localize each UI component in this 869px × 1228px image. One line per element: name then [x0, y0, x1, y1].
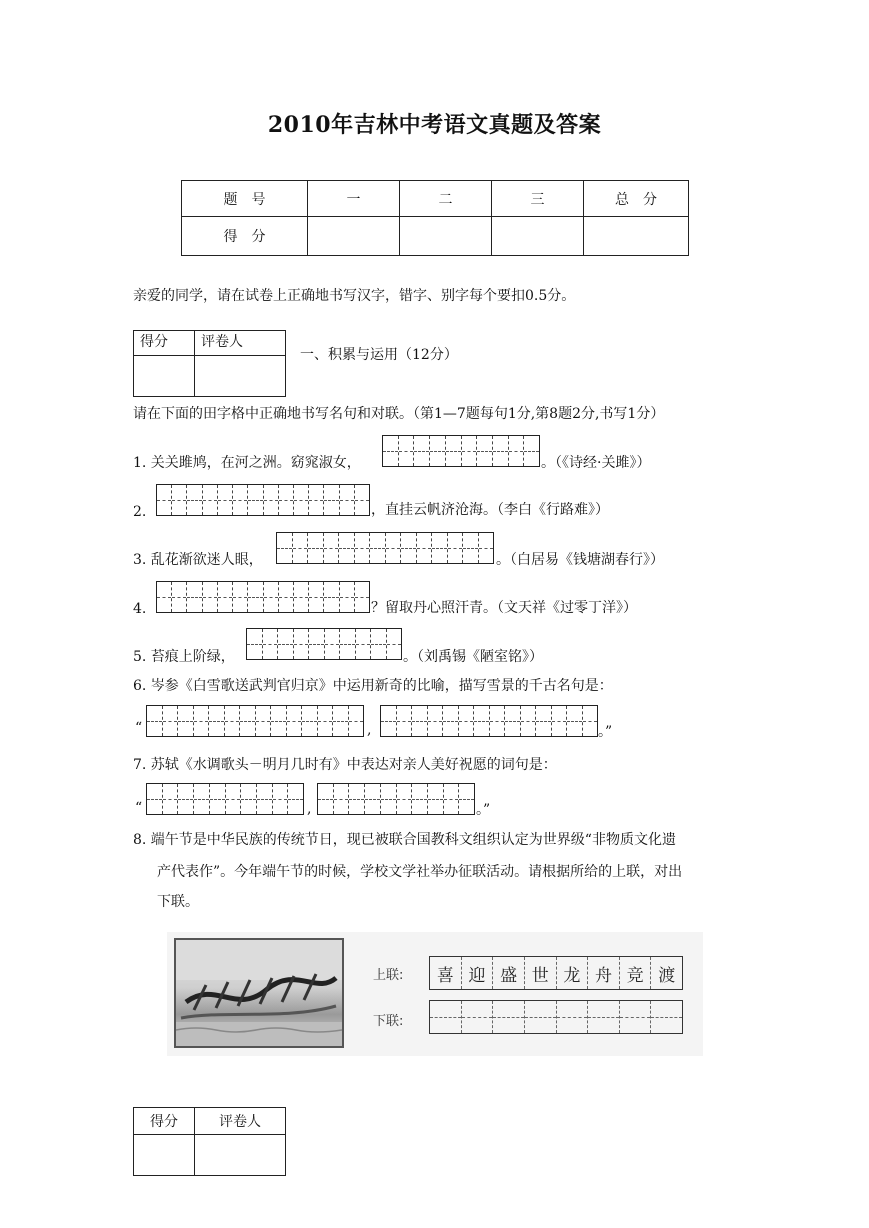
question-5-source: 。（刘禹锡《陋室铭》） — [403, 649, 543, 665]
instruction-text: 请在下面的田字格中正确地书写名句和对联。（第1—7题每句1分,第8题2分,书写1分） — [133, 406, 665, 422]
question-3-source: 。（白居易《钱塘湖春行》） — [496, 552, 664, 568]
score-table — [181, 180, 689, 256]
upper-couplet-label: 上联: — [373, 968, 404, 983]
couplet-char: 舟 — [587, 957, 619, 989]
grader-name-cell[interactable] — [195, 356, 286, 397]
couplet-char: 竞 — [619, 957, 651, 989]
couplet-char: 喜 — [436, 965, 454, 986]
open-quote: “ — [135, 800, 143, 816]
couplet-char: 世 — [524, 957, 556, 989]
grader-table-2 — [133, 1107, 286, 1176]
grader-score-label: 得分 — [134, 331, 195, 356]
answer-grid-q6-a[interactable] — [146, 705, 364, 737]
lower-couplet-label: 下联: — [373, 1014, 404, 1029]
question-7-prompt: 7. 苏轼《水调歌头－明月几时有》中表达对亲人美好祝愿的词句是： — [133, 757, 557, 773]
grader-name-label: 评卷人 — [195, 1108, 286, 1135]
answer-grid-q6-b[interactable] — [380, 705, 598, 737]
score-cell: 一 — [308, 181, 400, 217]
grader-score-cell[interactable] — [134, 1135, 195, 1176]
comma: , — [367, 722, 372, 738]
question-3-prompt: 3. 乱花渐欲迷人眼， — [133, 552, 263, 568]
dragon-boat-photo — [174, 938, 344, 1048]
question-1-source: 。（《诗经·关雎》） — [541, 455, 651, 471]
page-title: 2010年吉林中考语文真题及答案 — [267, 112, 602, 138]
score-table-score-row — [182, 217, 689, 256]
answer-grid-q3[interactable] — [276, 532, 494, 564]
question-5-prompt: 5. 苔痕上阶绿， — [133, 649, 235, 665]
couplet-char: 盛 — [492, 957, 524, 989]
grader-score-label: 得分 — [134, 1108, 195, 1135]
question-8-line3: 下联。 — [157, 894, 199, 910]
score-cell: 总 分 — [584, 181, 689, 217]
question-8-line1: 8. 端午节是中华民族的传统节日，现已被联合国教科文组织认定为世界级“非物质文化遗 — [133, 832, 676, 848]
score-input-cell[interactable] — [584, 217, 689, 256]
question-2-source: ，直挂云帆济沧海。（李白《行路难》） — [371, 502, 609, 518]
open-quote: “ — [135, 720, 143, 736]
question-4-number: 4. — [133, 601, 147, 617]
close-quote: 。” — [598, 724, 613, 740]
couplet-char: 渡 — [650, 957, 682, 989]
question-4-source: ？留取丹心照汗青。（文天祥《过零丁洋》） — [371, 600, 637, 616]
question-8-line2: 产代表作”。今年端午节的时候，学校文学社举办征联活动。请根据所给的上联，对出 — [157, 864, 683, 880]
question-2-number: 2. — [133, 504, 147, 520]
couplet-char: 龙 — [556, 957, 588, 989]
section-title: 一、积累与运用（12分） — [300, 347, 458, 363]
score-input-cell[interactable] — [308, 217, 400, 256]
grader-name-cell[interactable] — [195, 1135, 286, 1176]
question-1-prompt: 1. 关关雎鸠，在河之洲。窈窕淑女， — [133, 455, 361, 471]
score-cell: 题 号 — [182, 181, 308, 217]
answer-grid-q4[interactable] — [156, 581, 370, 613]
couplet-figure — [167, 932, 703, 1056]
lower-couplet-answer-grid[interactable] — [429, 1000, 683, 1034]
answer-grid-q2[interactable] — [156, 484, 370, 516]
score-cell: 得 分 — [182, 217, 308, 256]
answer-grid-q7-a[interactable] — [146, 783, 304, 815]
answer-grid-q5[interactable] — [246, 628, 402, 660]
grader-name-label: 评卷人 — [195, 331, 286, 356]
score-input-cell[interactable] — [400, 217, 492, 256]
question-6-prompt: 6. 岑参《白雪歌送武判官归京》中运用新奇的比喻，描写雪景的千古名句是： — [133, 678, 613, 694]
close-quote: 。” — [476, 802, 491, 818]
dragon-boat-illustration — [176, 940, 342, 1046]
score-cell: 三 — [492, 181, 584, 217]
score-cell: 二 — [400, 181, 492, 217]
comma: , — [307, 801, 312, 817]
score-table-header-row — [182, 181, 689, 217]
upper-couplet — [429, 956, 683, 990]
answer-grid-q7-b[interactable] — [317, 783, 475, 815]
answer-grid-q1[interactable] — [382, 435, 540, 467]
score-input-cell[interactable] — [492, 217, 584, 256]
grader-table — [133, 330, 286, 397]
couplet-char: 迎 — [461, 957, 493, 989]
notice-text: 亲爱的同学，请在试卷上正确地书写汉字，错字、别字每个要扣0.5分。 — [133, 288, 576, 304]
grader-score-cell[interactable] — [134, 356, 195, 397]
